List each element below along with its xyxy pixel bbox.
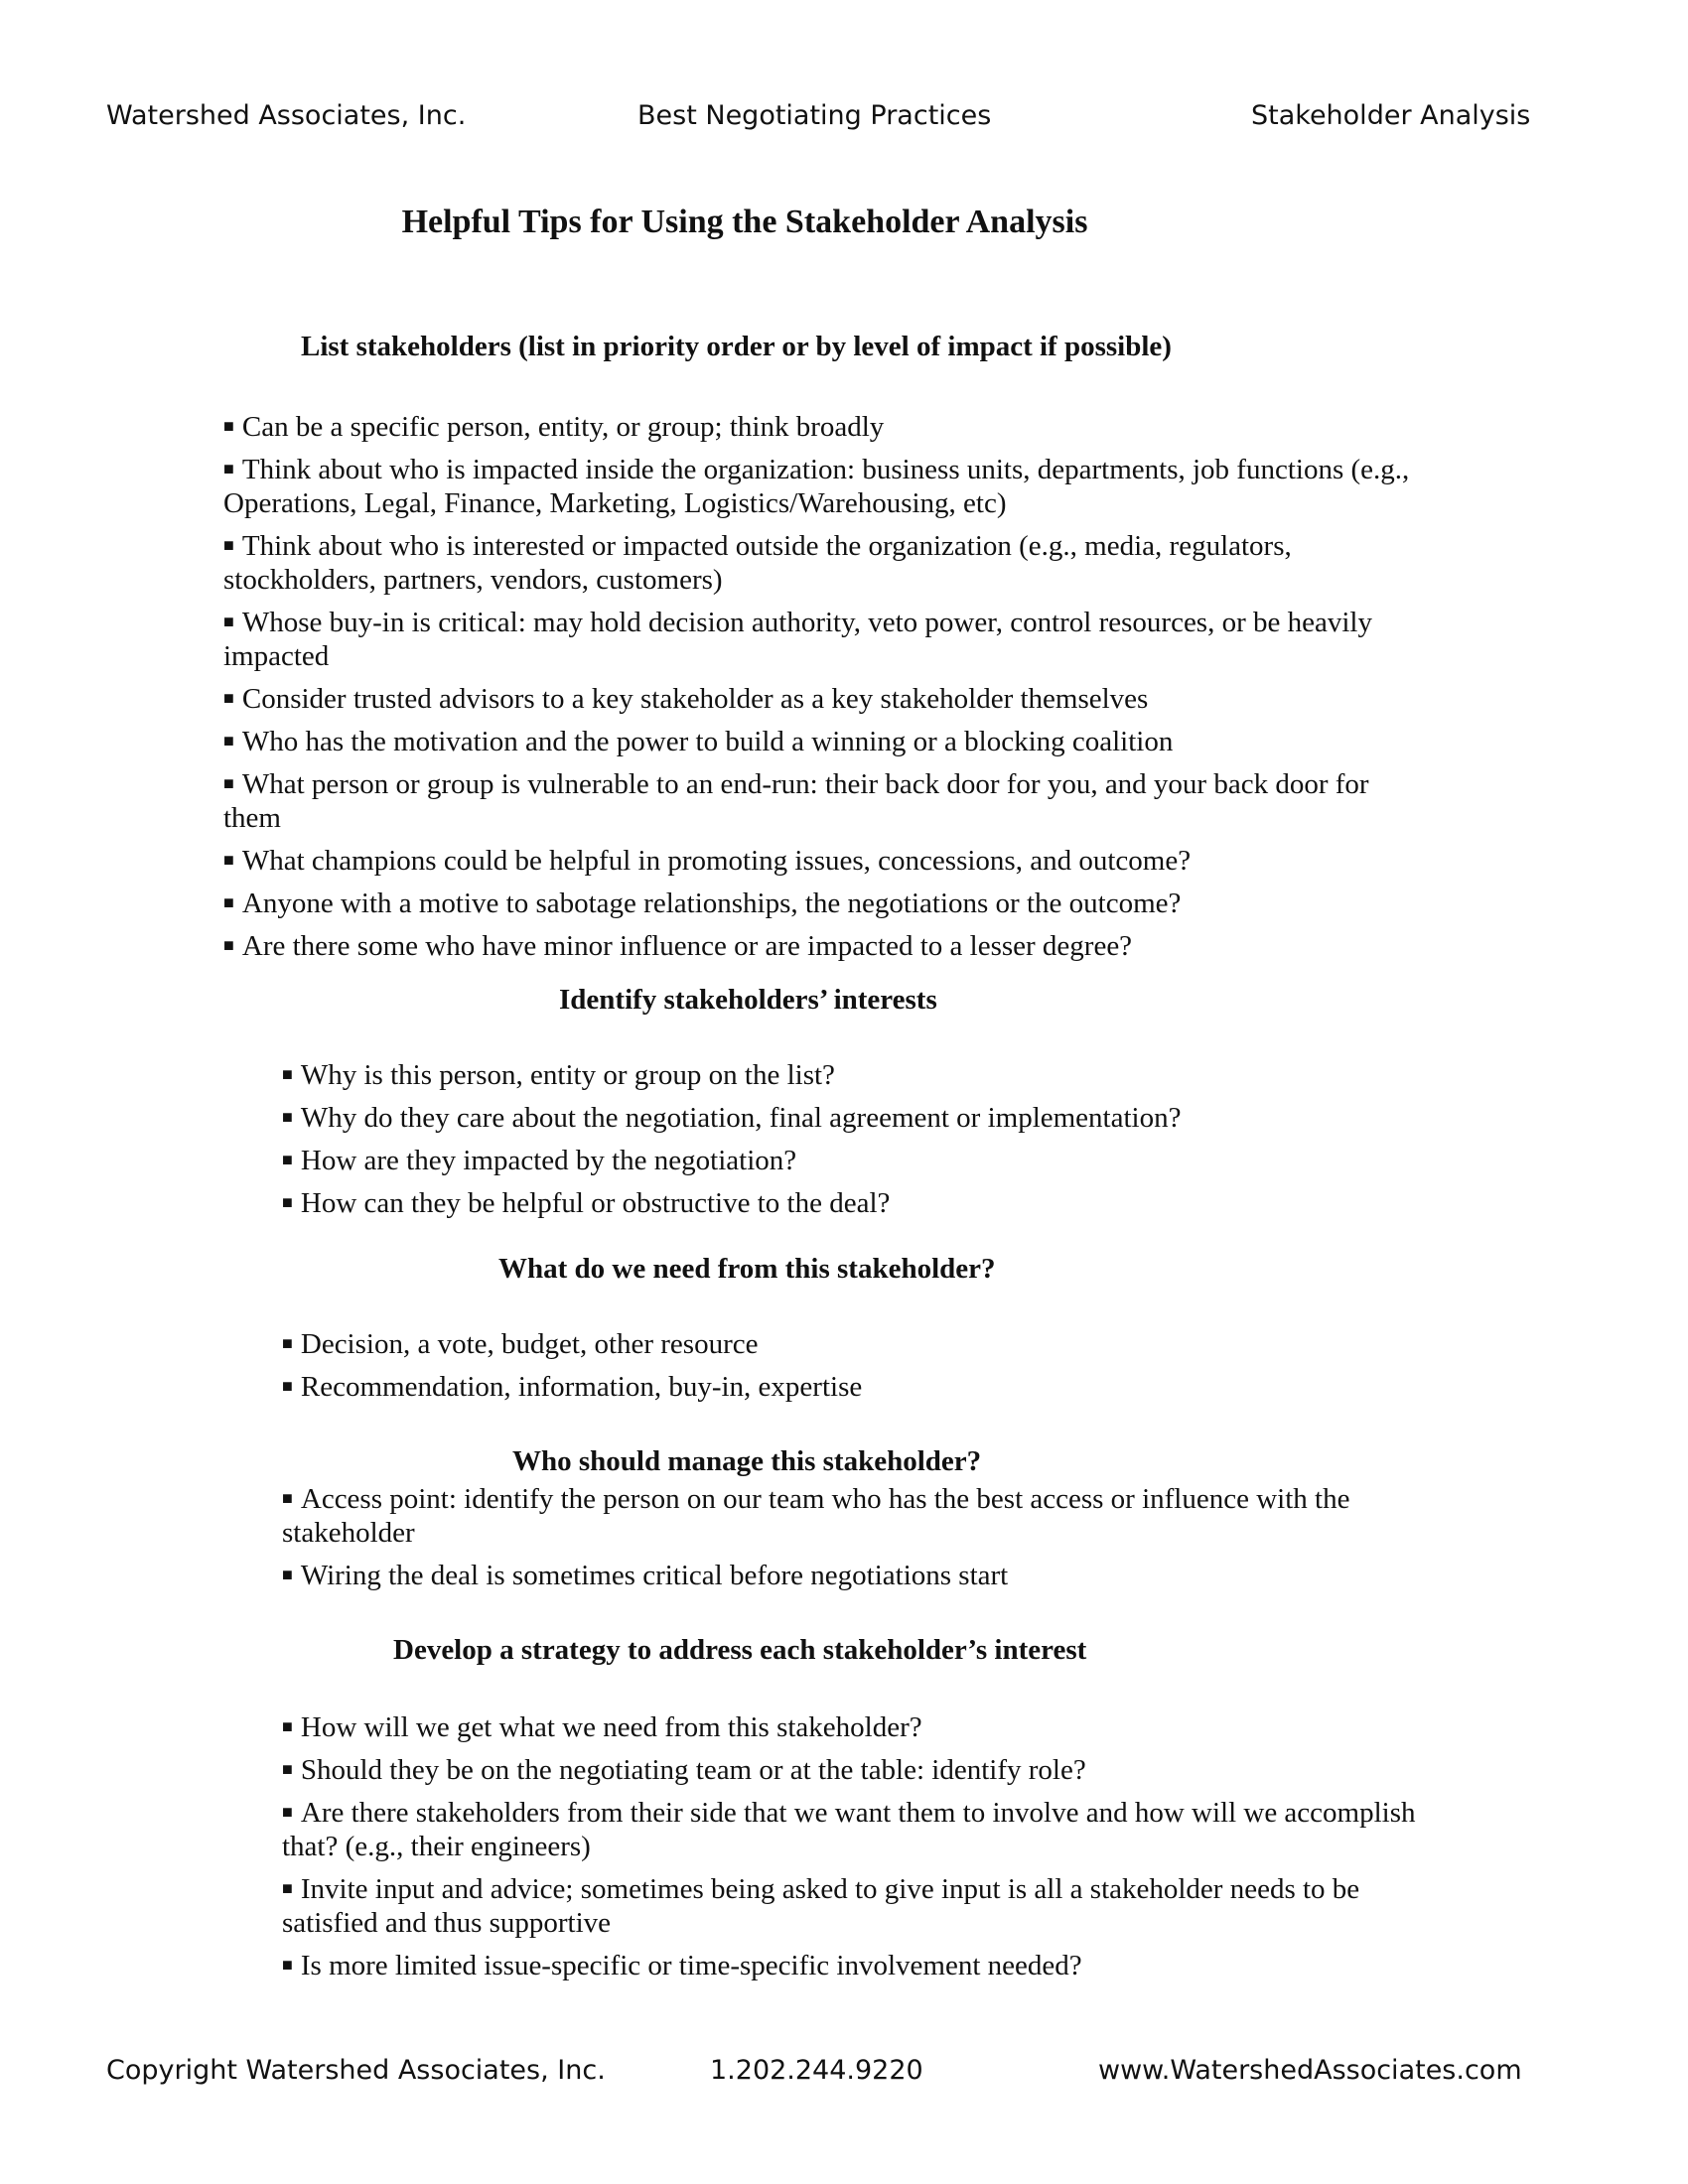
list-item-text: Why do they care about the negotiation, final agreement or implementation? bbox=[300, 1102, 1182, 1134]
list-item bbox=[223, 766, 1420, 835]
footer-website-link[interactable]: www.WatershedAssociates.com bbox=[1098, 2055, 1522, 2086]
list-item-text: How will we get what we need from this stakeholder? bbox=[300, 1711, 922, 1743]
footer-phone: 1.202.244.9220 bbox=[710, 2055, 923, 2086]
list-item-text: Is more limited issue-specific or time-specific involvement needed? bbox=[300, 1950, 1082, 1981]
list-item-text: Are there some who have minor influence or are impacted to a lesser degree? bbox=[241, 930, 1133, 962]
header-topic: Stakeholder Analysis bbox=[1251, 100, 1531, 131]
bullet-icon: ■ bbox=[223, 731, 234, 751]
section-heading: Identify stakeholders’ interests bbox=[559, 984, 937, 1016]
list-item-text: Anyone with a motive to sabotage relationships, the negotiations or the outcome? bbox=[241, 887, 1182, 919]
list-item-text: Who has the motivation and the power to build a winning or a blocking coalition bbox=[241, 726, 1174, 757]
bullet-icon: ■ bbox=[282, 1565, 293, 1584]
section-heading: What do we need from this stakeholder? bbox=[498, 1253, 996, 1285]
list-item bbox=[282, 1752, 1424, 1787]
list-item bbox=[282, 1481, 1424, 1550]
list-item bbox=[282, 1326, 1424, 1361]
bullet-list bbox=[282, 1709, 1424, 1990]
list-item bbox=[223, 409, 1420, 444]
bullet-list bbox=[282, 1057, 1424, 1228]
list-item-text: What person or group is vulnerable to an end-run: their back door for you, and your back door for them bbox=[223, 768, 1369, 834]
footer-copyright: Copyright Watershed Associates, Inc. bbox=[106, 2055, 606, 2086]
bullet-icon: ■ bbox=[282, 1488, 293, 1508]
section-heading: Who should manage this stakeholder? bbox=[512, 1445, 982, 1477]
list-item-text: Consider trusted advisors to a key stakeholder as a key stakeholder themselves bbox=[241, 683, 1149, 715]
bullet-icon: ■ bbox=[282, 1064, 293, 1084]
list-item-text: Think about who is interested or impacted outside the organization (e.g., media, regulators, stockholders, partners, vendors, customers) bbox=[223, 530, 1292, 596]
list-item bbox=[282, 1558, 1424, 1592]
list-item-text: What champions could be helpful in promoting issues, concessions, and outcome? bbox=[241, 845, 1192, 877]
bullet-icon: ■ bbox=[223, 892, 234, 912]
bullet-icon: ■ bbox=[223, 935, 234, 955]
section-heading: List stakeholders (list in priority order or by level of impact if possible) bbox=[301, 331, 1172, 362]
page-title: Helpful Tips for Using the Stakeholder Analysis bbox=[401, 204, 1088, 240]
list-item-text: Whose buy-in is critical: may hold decision authority, veto power, control resources, or be heavily impacted bbox=[223, 607, 1372, 672]
list-item-text: How are they impacted by the negotiation? bbox=[300, 1145, 797, 1176]
bullet-icon: ■ bbox=[282, 1150, 293, 1169]
list-item bbox=[223, 528, 1420, 597]
bullet-icon: ■ bbox=[223, 773, 234, 793]
list-item bbox=[282, 1100, 1424, 1135]
header-company: Watershed Associates, Inc. bbox=[106, 100, 467, 131]
list-item bbox=[282, 1709, 1424, 1744]
list-item-text: Should they be on the negotiating team or at the table: identify role? bbox=[300, 1754, 1086, 1786]
list-item bbox=[282, 1143, 1424, 1177]
bullet-icon: ■ bbox=[282, 1802, 293, 1822]
bullet-icon: ■ bbox=[282, 1716, 293, 1736]
bullet-list bbox=[223, 409, 1420, 971]
list-item bbox=[223, 681, 1420, 716]
list-item-text: How can they be helpful or obstructive to the deal? bbox=[300, 1187, 891, 1219]
list-item bbox=[223, 452, 1420, 520]
bullet-list bbox=[282, 1326, 1424, 1412]
list-item-text: Decision, a vote, budget, other resource bbox=[300, 1328, 759, 1360]
bullet-icon: ■ bbox=[223, 612, 234, 631]
list-item-text: Think about who is impacted inside the organization: business units, departments, job functions (e.g., Operations, Legal, Finance, Marketing, Logistics/Warehousing, etc) bbox=[223, 454, 1410, 519]
bullet-icon: ■ bbox=[282, 1192, 293, 1212]
list-item bbox=[223, 928, 1420, 963]
list-item bbox=[282, 1057, 1424, 1092]
list-item bbox=[223, 886, 1420, 920]
list-item-text: Why is this person, entity or group on the list? bbox=[300, 1059, 835, 1091]
list-item bbox=[223, 843, 1420, 878]
bullet-icon: ■ bbox=[223, 459, 234, 478]
list-item-text: Wiring the deal is sometimes critical before negotiations start bbox=[300, 1560, 1009, 1591]
bullet-icon: ■ bbox=[282, 1759, 293, 1779]
list-item-text: Can be a specific person, entity, or group; think broadly bbox=[241, 411, 885, 443]
bullet-icon: ■ bbox=[223, 688, 234, 708]
bullet-icon: ■ bbox=[282, 1333, 293, 1353]
bullet-icon: ■ bbox=[223, 850, 234, 870]
header-document-series: Best Negotiating Practices bbox=[637, 100, 992, 131]
list-item bbox=[282, 1185, 1424, 1220]
list-item bbox=[282, 1871, 1424, 1940]
list-item-text: Invite input and advice; sometimes being asked to give input is all a stakeholder needs to be satisfied and thus supportive bbox=[282, 1873, 1360, 1939]
list-item-text: Are there stakeholders from their side that we want them to involve and how will we accomplish that? (e.g., their engineers) bbox=[282, 1797, 1416, 1862]
list-item bbox=[282, 1369, 1424, 1404]
bullet-list bbox=[282, 1481, 1424, 1600]
bullet-icon: ■ bbox=[282, 1878, 293, 1898]
bullet-icon: ■ bbox=[282, 1107, 293, 1127]
bullet-icon: ■ bbox=[282, 1955, 293, 1975]
bullet-icon: ■ bbox=[223, 535, 234, 555]
list-item bbox=[282, 1948, 1424, 1982]
bullet-icon: ■ bbox=[223, 416, 234, 436]
bullet-icon: ■ bbox=[282, 1376, 293, 1396]
section-heading: Develop a strategy to address each stakeholder’s interest bbox=[393, 1634, 1087, 1666]
list-item bbox=[282, 1795, 1424, 1863]
list-item-text: Recommendation, information, buy-in, expertise bbox=[300, 1371, 863, 1403]
list-item bbox=[223, 724, 1420, 758]
list-item bbox=[223, 605, 1420, 673]
list-item-text: Access point: identify the person on our team who has the best access or influence with the stakeholder bbox=[282, 1483, 1350, 1549]
